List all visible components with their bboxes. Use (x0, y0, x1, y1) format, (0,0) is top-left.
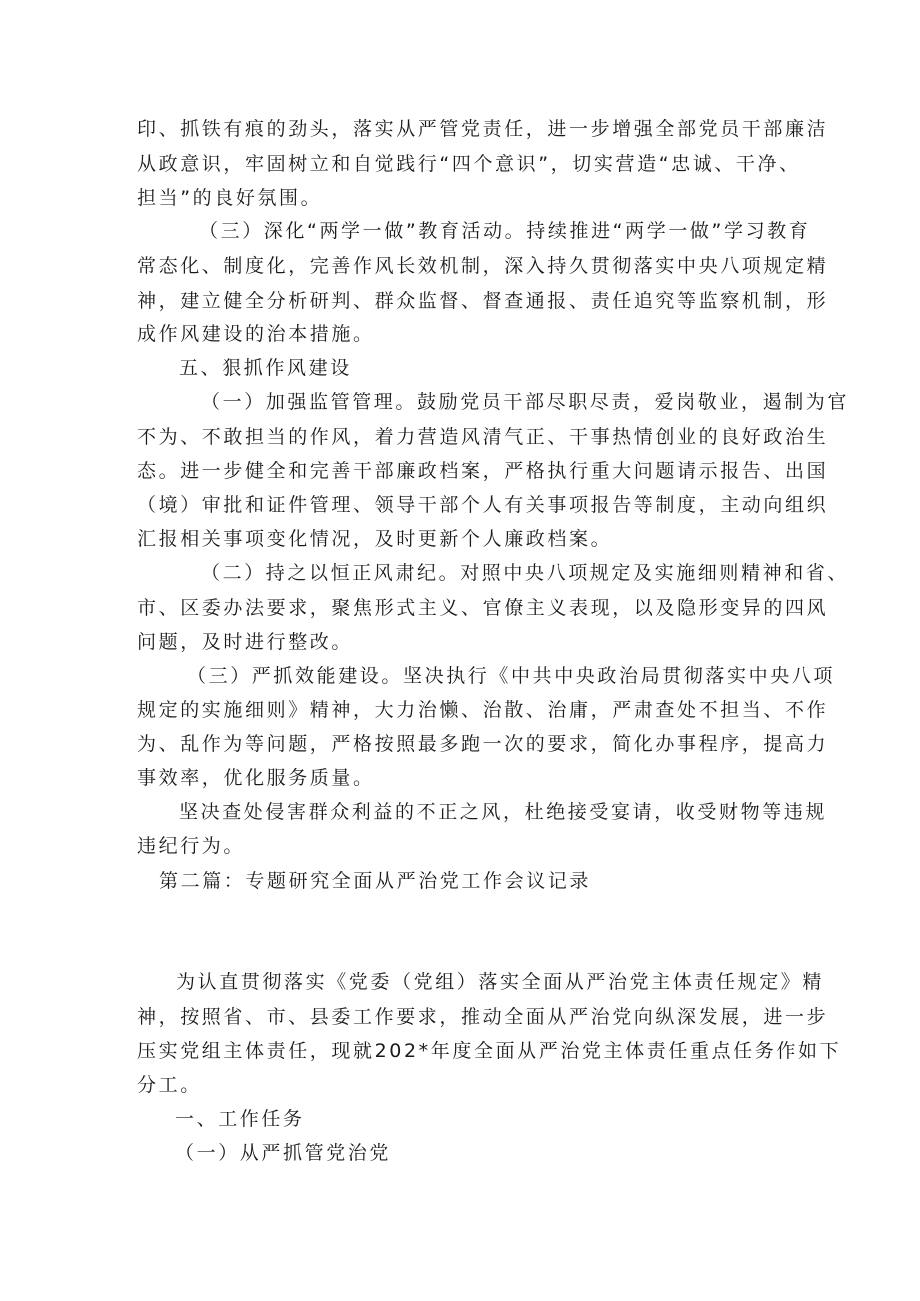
section-heading: 五、狠抓作风建设 (179, 357, 352, 379)
paragraph-line: 印、抓铁有痕的劲头，落实从严管党责任，进一步增强全部党员干部廉洁 (137, 118, 829, 140)
paragraph-line: 不为、不敢担当的作风，着力营造风清气正、干事热情创业的良好政治生 (137, 426, 829, 448)
paragraph-line: 分工。 (137, 1074, 202, 1096)
paragraph-line: 神，建立健全分析研判、群众监督、督查通报、责任追究等监察机制，形 (137, 290, 829, 312)
paragraph-line: （一）加强监管管理。鼓励党员干部尽职尽责，爱岗敬业，遏制为官 (201, 391, 850, 413)
section-heading: 一、工作任务 (175, 1108, 305, 1130)
subsection-heading: （一）从严抓管党治党 (175, 1142, 392, 1164)
paragraph-line: 为认直贯彻落实《党委（党组）落实全面从严治党主体责任规定》精 (176, 971, 825, 993)
paragraph-line: 常态化、制度化，完善作风长效机制，深入持久贯彻落实中央八项规定精 (137, 255, 829, 277)
paragraph-line: 事效率，优化服务质量。 (137, 767, 375, 789)
paragraph-line: 规定的实施细则》精神，大力治懒、治散、治庸，严肃查处不担当、不作 (137, 699, 829, 721)
paragraph-line: 成作风建设的治本措施。 (137, 323, 375, 345)
paragraph-line: 压实党组主体责任，现就202*年度全面从严治党主体责任重点任务作如下 (137, 1040, 842, 1062)
paragraph-line: 担当”的良好氛围。 (137, 187, 323, 209)
paragraph-line: 从政意识，牢固树立和自觉践行“四个意识”，切实营造“忠诚、干净、 (137, 153, 801, 175)
paragraph-line: （三）深化“两学一做”教育活动。持续推进“两学一做”学习教育 (199, 220, 811, 242)
paragraph-line: 态。进一步健全和完善干部廉政档案，严格执行重大问题请示报告、出国 (137, 460, 829, 482)
paragraph-line: 坚决查处侵害群众利益的不正之风，杜绝接受宴请，收受财物等违规 (179, 801, 828, 823)
paragraph-line: （二）持之以恒正风肃纪。对照中央八项规定及实施细则精神和省、 (201, 562, 850, 584)
paragraph-line: 问题，及时进行整改。 (137, 631, 354, 653)
paragraph-line: 为、乱作为等问题，严格按照最多跑一次的要求，简化办事程序，提高力 (137, 733, 829, 755)
paragraph-line: 汇报相关事项变化情况，及时更新个人廉政档案。 (137, 528, 613, 550)
paragraph-line: 违纪行为。 (137, 835, 246, 857)
paragraph-line: （三）严抓效能建设。坚决执行《中共中央政治局贯彻落实中央八项 (187, 665, 836, 687)
paragraph-line: （境）审批和证件管理、领导干部个人有关事项报告等制度，主动向组织 (137, 494, 829, 516)
paragraph-line: 市、区委办法要求，聚焦形式主义、官僚主义表现，以及隐形变异的四风 (137, 597, 829, 619)
paragraph-line: 神，按照省、市、县委工作要求，推动全面从严治党向纵深发展，进一步 (137, 1006, 829, 1028)
chapter-title: 第二篇：专题研究全面从严治党工作会议记录 (159, 870, 592, 892)
